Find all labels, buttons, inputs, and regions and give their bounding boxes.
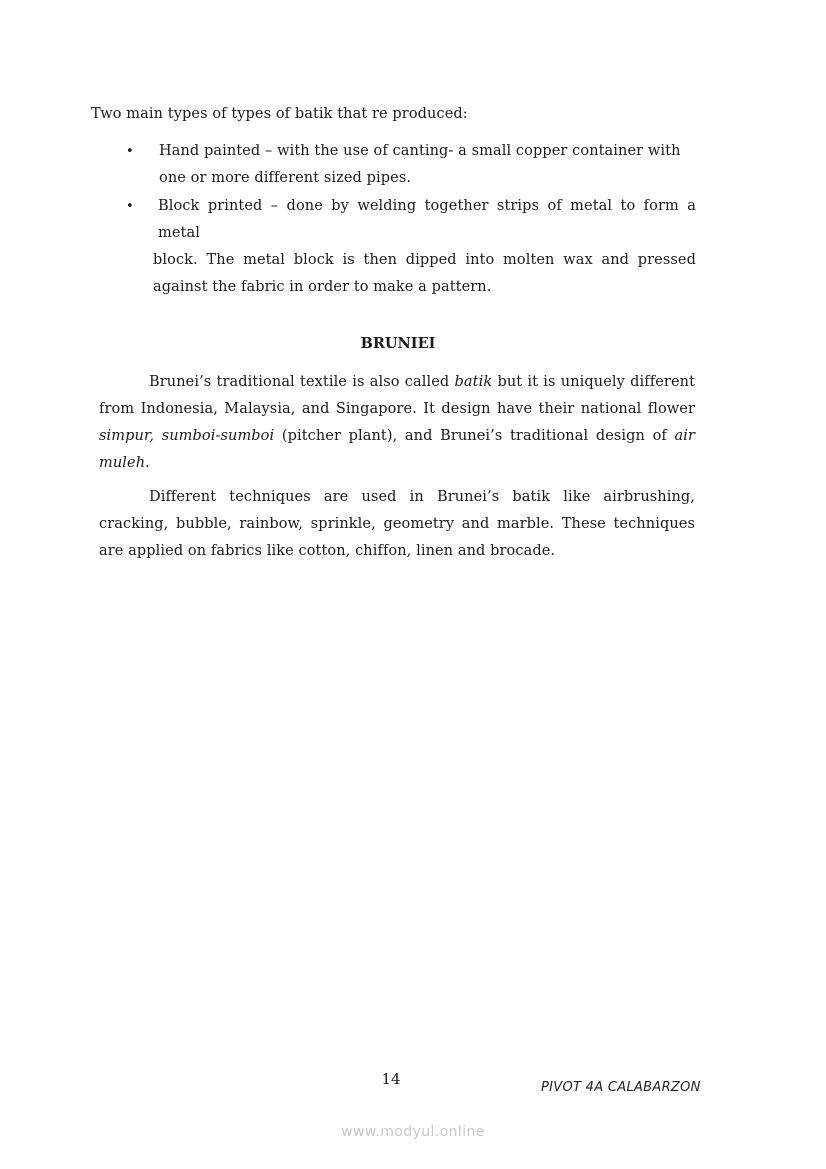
para1-italic-flower: simpur, sumboi-sumboi [99,428,275,444]
page-number: 14 [381,1070,401,1088]
batik-types-list [120,138,696,302]
intro-line: Two main types of types of batik that re produced: [91,106,468,122]
watermark: www.modyul.online [341,1124,485,1140]
bullet-text-line1: Block printed – done by welding together strips of metal to form a metal [158,198,696,241]
section-body [99,369,695,572]
bullet-text-line2: one or more different sized pipes. [159,170,412,186]
para1-text-a: Brunei’s traditional textile is also called [149,374,455,390]
para1-text-c: but it is uniquely different from Indonesia, Malaysia, and Singapore. It design have their national flower [99,374,695,417]
footer-brand: PIVOT 4A CALABARZON [541,1080,701,1095]
bullet-icon: • [126,199,134,214]
list-item [120,193,696,301]
para1-italic-batik: batik [454,374,493,390]
bullet-icon: • [126,144,134,159]
para1-text-e: (pitcher plant), and Brunei’s traditional design of [274,428,675,444]
bullet-text-line1: Hand painted – with the use of canting- a small copper container with [159,143,681,159]
section-heading: BRUNIEI [360,335,436,352]
para1-italic-design: air muleh. [99,428,695,471]
bullet-text-line2: block. The metal block is then dipped into molten wax and pressed against the fabric in order to make a pattern. [153,252,696,295]
paragraph-2: Different techniques are used in Brunei’s batik like airbrushing, cracking, bubble, rainbow, sprinkle, geometry and marble. These techniques are applied on fabrics like cotton, chiffon, linen and brocade. [99,489,695,559]
list-item [120,138,696,192]
paragraph-1 [99,369,695,477]
